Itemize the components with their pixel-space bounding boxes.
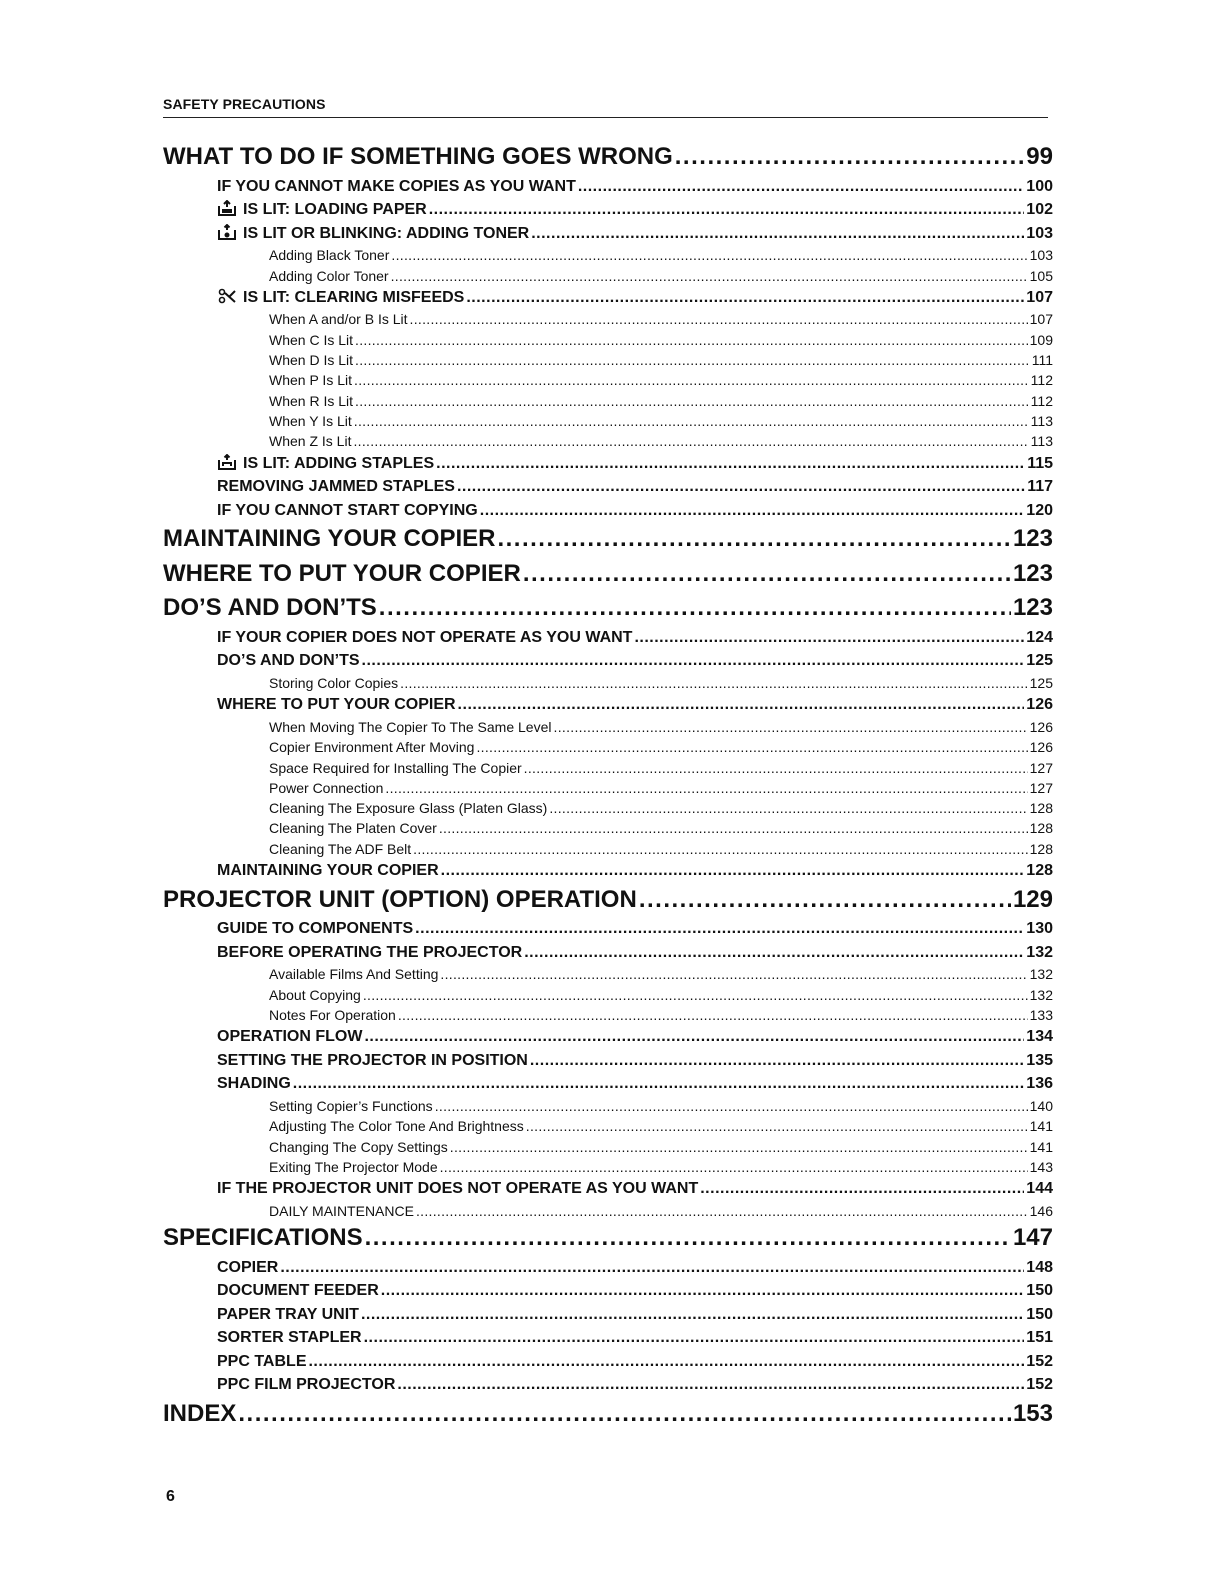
toc-entry-text: When D Is Lit [269, 352, 354, 369]
dot-leader [639, 883, 1011, 918]
toc-entry-text: MAINTAINING YOUR COPIER [217, 861, 439, 879]
toc-subsection-entry [163, 1201, 1053, 1221]
toc-entry-page: 150 [1026, 1305, 1053, 1323]
dot-leader [354, 411, 1029, 431]
toc-entry-text: When R Is Lit [269, 392, 354, 409]
toc-subsection-entry [163, 673, 1053, 693]
toc-entry-text: Adding Color Toner [269, 267, 389, 284]
toc-entry-page: 133 [1029, 1006, 1053, 1023]
toc-entry-label [269, 1005, 396, 1025]
dot-leader [523, 557, 1011, 592]
toc-entry-text: COPIER [217, 1258, 279, 1276]
dot-leader [458, 693, 1025, 717]
dot-leader [410, 309, 1028, 329]
toc-subsection-entry [163, 717, 1053, 737]
dot-leader [379, 591, 1011, 626]
toc-entry-label [217, 1279, 379, 1303]
toc-section-entry [163, 1303, 1053, 1327]
toc-entry-page: 128 [1029, 800, 1053, 817]
toc-entry-label [217, 1256, 278, 1280]
toc-chapter-entry [163, 557, 1053, 592]
toc-chapter-entry [163, 883, 1053, 918]
toc-entry-page: 126 [1026, 696, 1053, 714]
toc-entry-text: IF YOU CANNOT MAKE COPIES AS YOU WANT [217, 177, 576, 195]
dot-leader [400, 673, 1027, 693]
toc-entry-page: 107 [1029, 311, 1053, 328]
toc-section-entry [163, 475, 1053, 499]
toc-entry-page: 112 [1030, 372, 1053, 389]
toc-chapter-entry [163, 1397, 1053, 1432]
dot-leader [238, 1397, 1011, 1432]
dot-leader [530, 1049, 1024, 1073]
toc-entry-text: INDEX [163, 1400, 237, 1428]
toc-entry-label [217, 1177, 698, 1201]
toc-entry-page: 152 [1026, 1376, 1053, 1394]
toc-chapter-entry [163, 140, 1053, 175]
toc-entry-text: When Y Is Lit [269, 412, 352, 429]
toc-entry-page: 152 [1026, 1352, 1053, 1370]
toc-entry-text: WHERE TO PUT YOUR COPIER [217, 696, 456, 714]
dot-leader [466, 286, 1024, 310]
toc-entry-text: DAILY MAINTENANCE [269, 1202, 414, 1219]
dot-leader [391, 266, 1028, 286]
dot-leader [355, 330, 1028, 350]
toc-entry-page: 146 [1029, 1202, 1053, 1219]
toc-entry-label [269, 778, 383, 798]
toc-section-entry [163, 1049, 1053, 1073]
toc-entry-page: 115 [1027, 454, 1053, 472]
toc-section-entry [163, 1177, 1053, 1201]
dot-leader [355, 350, 1030, 370]
toc-entry-text: PPC FILM PROJECTOR [217, 1376, 396, 1394]
dot-leader [524, 941, 1024, 965]
toc-entry-page: 134 [1026, 1028, 1053, 1046]
dot-leader [457, 475, 1025, 499]
dot-leader [440, 1157, 1028, 1177]
toc-entry-text: Adding Black Toner [269, 247, 390, 264]
toc-entry-label [217, 499, 478, 523]
toc-entry-page: 144 [1026, 1180, 1053, 1198]
toc-entry-text: SORTER STAPLER [217, 1329, 362, 1347]
toc-entry-label [269, 818, 437, 838]
toc-subsection-entry [163, 411, 1053, 431]
toc-entry-text: SPECIFICATIONS [163, 1224, 363, 1252]
toc-entry-text: About Copying [269, 986, 361, 1003]
toc-entry-page: 128 [1029, 840, 1053, 857]
dot-leader [293, 1072, 1025, 1096]
toc-entry-page: 123 [1012, 594, 1053, 622]
toc-subsection-entry [163, 309, 1053, 329]
toc-section-entry [163, 175, 1053, 199]
toc-entry-text: IS LIT OR BLINKING: ADDING TONER [243, 224, 530, 242]
dot-leader [480, 499, 1025, 523]
dot-leader [415, 917, 1024, 941]
toc-entry-label [217, 198, 427, 222]
toc-entry-page: 125 [1026, 652, 1053, 670]
toc-entry-page: 127 [1029, 779, 1053, 796]
toc-entry-label [269, 431, 351, 451]
toc-entry-label [163, 140, 673, 175]
toc-subsection-entry [163, 839, 1053, 859]
toc-entry-text: SETTING THE PROJECTOR IN POSITION [217, 1051, 528, 1069]
toc-entry-label [217, 859, 439, 883]
toc-section-entry [163, 1373, 1053, 1397]
toc-entry-label [217, 693, 456, 717]
toc-entry-text: OPERATION FLOW [217, 1028, 363, 1046]
toc-entry-label [269, 1201, 414, 1221]
toc-entry-page: 100 [1026, 177, 1053, 195]
misfeed-icon [217, 288, 237, 304]
dot-leader [361, 1303, 1024, 1327]
toc-entry-text: SHADING [217, 1075, 291, 1093]
dot-leader [436, 452, 1025, 476]
toc-entry-text: When P Is Lit [269, 372, 353, 389]
toc-subsection-entry [163, 431, 1053, 451]
toc-entry-page: 150 [1026, 1282, 1053, 1300]
dot-leader [450, 1137, 1028, 1157]
toc-subsection-entry [163, 330, 1053, 350]
toc-subsection-entry [163, 266, 1053, 286]
toc-entry-page: 132 [1029, 966, 1053, 983]
toc-chapter-entry [163, 522, 1053, 557]
toc-subsection-entry [163, 350, 1053, 370]
toc-entry-label [269, 266, 389, 286]
toc-entry-page: 112 [1030, 392, 1053, 409]
toc-entry-text: Available Films And Setting [269, 966, 439, 983]
dot-leader [554, 717, 1028, 737]
toc-entry-text: When A and/or B Is Lit [269, 311, 408, 328]
toc-entry-page: 132 [1026, 943, 1053, 961]
toc-entry-page: 126 [1029, 718, 1053, 735]
toc-section-entry [163, 286, 1053, 310]
table-of-contents [163, 140, 1053, 1432]
toc-entry-page: 126 [1029, 739, 1053, 756]
toc-section-entry [163, 917, 1053, 941]
paper-tray-icon [217, 200, 237, 216]
toc-entry-label [269, 964, 438, 984]
dot-leader [700, 1177, 1024, 1201]
toc-entry-page: 153 [1012, 1400, 1053, 1428]
toc-entry-label [217, 222, 529, 246]
toc-entry-label [217, 1025, 362, 1049]
toc-section-entry [163, 1072, 1053, 1096]
toc-entry-page: 123 [1012, 559, 1053, 587]
toc-entry-label [269, 370, 352, 390]
toc-entry-text: Space Required for Installing The Copier [269, 759, 522, 776]
dot-leader [413, 839, 1027, 859]
dot-leader [353, 431, 1028, 451]
toc-entry-page: 125 [1029, 675, 1053, 692]
toc-entry-page: 103 [1026, 224, 1053, 242]
toc-subsection-entry [163, 778, 1053, 798]
toc-entry-text: Setting Copier’s Functions [269, 1097, 433, 1114]
toc-entry-label [217, 175, 576, 199]
toc-entry-label [269, 717, 552, 737]
toc-entry-page: 107 [1026, 288, 1053, 306]
toc-entry-page: 99 [1026, 143, 1053, 170]
toc-subsection-entry [163, 1116, 1053, 1136]
toc-entry-text: Changing The Copy Settings [269, 1138, 448, 1155]
dot-leader [308, 1350, 1024, 1374]
toc-entry-label [269, 1096, 433, 1116]
toc-entry-text: Cleaning The ADF Belt [269, 840, 412, 857]
toc-entry-page: 141 [1029, 1138, 1053, 1155]
toc-entry-label [269, 985, 361, 1005]
toc-entry-page: 130 [1026, 920, 1053, 938]
dot-leader [385, 778, 1027, 798]
toc-entry-label [163, 1397, 236, 1432]
dot-leader [381, 1279, 1025, 1303]
toc-subsection-entry [163, 391, 1053, 411]
dot-leader [354, 370, 1029, 390]
toc-subsection-entry [163, 985, 1053, 1005]
toc-entry-label [269, 330, 353, 350]
toc-section-entry [163, 499, 1053, 523]
toc-entry-page: 113 [1030, 412, 1053, 429]
dot-leader [365, 1221, 1011, 1256]
toc-entry-label [269, 798, 547, 818]
toc-section-entry [163, 1025, 1053, 1049]
toc-entry-page: 127 [1029, 759, 1053, 776]
toc-entry-page: 113 [1030, 433, 1053, 450]
toc-entry-text: DO’S AND DON’TS [163, 594, 377, 622]
toc-entry-text: BEFORE OPERATING THE PROJECTOR [217, 943, 523, 961]
toc-entry-page: 140 [1029, 1097, 1053, 1114]
toc-section-entry [163, 1326, 1053, 1350]
toc-entry-page: 117 [1027, 478, 1053, 496]
dot-leader [476, 737, 1027, 757]
toc-entry-page: 120 [1026, 501, 1053, 519]
toc-entry-label [269, 1137, 448, 1157]
toc-entry-label [217, 649, 360, 673]
toc-entry-label [217, 917, 413, 941]
toc-section-entry [163, 198, 1053, 222]
toc-section-entry [163, 1256, 1053, 1280]
toc-subsection-entry [163, 245, 1053, 265]
toc-entry-text: Cleaning The Exposure Glass (Platen Glass) [269, 800, 548, 817]
toc-entry-text: IF YOU CANNOT START COPYING [217, 501, 478, 519]
dot-leader [364, 1025, 1024, 1049]
toc-entry-label [217, 1072, 291, 1096]
dot-leader [578, 175, 1024, 199]
toc-entry-text: Exiting The Projector Mode [269, 1158, 438, 1175]
toc-entry-text: Copier Environment After Moving [269, 739, 475, 756]
toc-entry-label [217, 1350, 306, 1374]
dot-leader [440, 964, 1027, 984]
toc-subsection-entry [163, 370, 1053, 390]
toc-entry-label [269, 673, 398, 693]
dot-leader [355, 391, 1029, 411]
dot-leader [524, 758, 1028, 778]
toc-subsection-entry [163, 758, 1053, 778]
toc-entry-page: 129 [1012, 885, 1053, 913]
header-title: SAFETY PRECAUTIONS [163, 96, 326, 112]
dot-leader [435, 1096, 1028, 1116]
toc-entry-page: 102 [1026, 201, 1053, 219]
toc-entry-page: 103 [1029, 247, 1053, 264]
toc-entry-label [269, 737, 474, 757]
toc-entry-label [217, 1326, 362, 1350]
toc-entry-label [269, 309, 408, 329]
dot-leader [497, 522, 1010, 557]
toc-entry-text: When Moving The Copier To The Same Level [269, 718, 552, 735]
toc-section-entry [163, 1350, 1053, 1374]
toc-entry-label [217, 941, 522, 965]
toner-icon [217, 224, 237, 240]
toc-entry-page: 128 [1029, 820, 1053, 837]
toc-entry-page: 141 [1029, 1118, 1053, 1135]
toc-entry-text: WHERE TO PUT YOUR COPIER [163, 559, 521, 587]
toc-subsection-entry [163, 1157, 1053, 1177]
toc-entry-text: When Z Is Lit [269, 433, 352, 450]
toc-section-entry [163, 941, 1053, 965]
dot-leader [634, 626, 1024, 650]
toc-entry-page: 143 [1029, 1158, 1053, 1175]
running-header [163, 96, 1048, 118]
toc-entry-text: DOCUMENT FEEDER [217, 1282, 379, 1300]
toc-entry-page: 111 [1031, 352, 1053, 369]
dot-leader [429, 198, 1025, 222]
staple-icon [217, 454, 237, 470]
toc-section-entry [163, 222, 1053, 246]
dot-leader [391, 245, 1027, 265]
toc-entry-label [269, 411, 352, 431]
toc-entry-label [269, 1157, 438, 1177]
toc-subsection-entry [163, 1096, 1053, 1116]
dot-leader [549, 798, 1027, 818]
toc-entry-text: Cleaning The Platen Cover [269, 820, 437, 837]
page-number: 6 [166, 1488, 175, 1505]
toc-entry-page: 109 [1029, 331, 1053, 348]
toc-entry-text: IS LIT: CLEARING MISFEEDS [243, 288, 465, 306]
toc-entry-text: IF THE PROJECTOR UNIT DOES NOT OPERATE AS YOU WANT [217, 1180, 699, 1198]
toc-entry-text: When C Is Lit [269, 331, 354, 348]
toc-entry-text: Adjusting The Color Tone And Brightness [269, 1118, 524, 1135]
toc-entry-text: GUIDE TO COMPONENTS [217, 920, 414, 938]
toc-section-entry [163, 626, 1053, 650]
toc-entry-page: 148 [1026, 1258, 1053, 1276]
dot-leader [675, 140, 1025, 175]
toc-entry-page: 136 [1026, 1075, 1053, 1093]
toc-section-entry [163, 649, 1053, 673]
toc-chapter-entry [163, 1221, 1053, 1256]
toc-entry-label [163, 557, 521, 592]
dot-leader [362, 649, 1025, 673]
dot-leader [531, 222, 1024, 246]
toc-entry-page: 147 [1012, 1224, 1053, 1252]
toc-entry-label [217, 452, 434, 476]
dot-leader [363, 985, 1028, 1005]
dot-leader [439, 818, 1028, 838]
dot-leader [441, 859, 1025, 883]
toc-subsection-entry [163, 798, 1053, 818]
toc-entry-text: PPC TABLE [217, 1352, 307, 1370]
toc-section-entry [163, 859, 1053, 883]
toc-section-entry [163, 693, 1053, 717]
toc-entry-page: 128 [1026, 861, 1053, 879]
toc-entry-page: 135 [1026, 1051, 1053, 1069]
toc-entry-text: IS LIT: ADDING STAPLES [243, 454, 435, 472]
toc-entry-page: 151 [1026, 1329, 1053, 1347]
toc-entry-label [163, 1221, 363, 1256]
toc-entry-label [217, 626, 632, 650]
toc-subsection-entry [163, 1005, 1053, 1025]
toc-entry-page: 124 [1026, 628, 1053, 646]
toc-section-entry [163, 452, 1053, 476]
toc-entry-label [163, 883, 637, 918]
toc-entry-text: WHAT TO DO IF SOMETHING GOES WRONG [163, 143, 673, 170]
toc-entry-page: 132 [1029, 986, 1053, 1003]
toc-entry-text: PAPER TRAY UNIT [217, 1305, 359, 1323]
dot-leader [416, 1201, 1028, 1221]
dot-leader [526, 1116, 1028, 1136]
toc-entry-label [269, 245, 389, 265]
toc-entry-text: Notes For Operation [269, 1006, 396, 1023]
toc-entry-text: Storing Color Copies [269, 675, 399, 692]
toc-entry-label [269, 758, 522, 778]
toc-entry-text: IS LIT: LOADING PAPER [243, 201, 427, 219]
toc-entry-label [217, 475, 455, 499]
dot-leader [364, 1326, 1025, 1350]
toc-entry-text: REMOVING JAMMED STAPLES [217, 478, 455, 496]
toc-entry-label [217, 1373, 395, 1397]
toc-subsection-entry [163, 818, 1053, 838]
toc-entry-label [163, 522, 495, 557]
toc-entry-text: MAINTAINING YOUR COPIER [163, 525, 496, 553]
toc-entry-page: 105 [1029, 267, 1053, 284]
toc-section-entry [163, 1279, 1053, 1303]
dot-leader [280, 1256, 1024, 1280]
toc-entry-label [217, 1303, 359, 1327]
toc-entry-label [269, 350, 353, 370]
toc-chapter-entry [163, 591, 1053, 626]
toc-entry-label [269, 391, 353, 411]
toc-entry-label [269, 839, 411, 859]
toc-entry-label [217, 1049, 528, 1073]
toc-subsection-entry [163, 1137, 1053, 1157]
toc-entry-page: 123 [1012, 525, 1053, 553]
toc-subsection-entry [163, 737, 1053, 757]
toc-entry-text: IF YOUR COPIER DOES NOT OPERATE AS YOU WANT [217, 628, 633, 646]
toc-entry-label [163, 591, 377, 626]
toc-entry-label [269, 1116, 524, 1136]
toc-entry-text: PROJECTOR UNIT (OPTION) OPERATION [163, 885, 637, 913]
dot-leader [397, 1373, 1024, 1397]
toc-entry-text: Power Connection [269, 779, 384, 796]
toc-entry-text: DO’S AND DON’TS [217, 652, 360, 670]
toc-entry-label [217, 286, 464, 310]
toc-subsection-entry [163, 964, 1053, 984]
dot-leader [398, 1005, 1028, 1025]
